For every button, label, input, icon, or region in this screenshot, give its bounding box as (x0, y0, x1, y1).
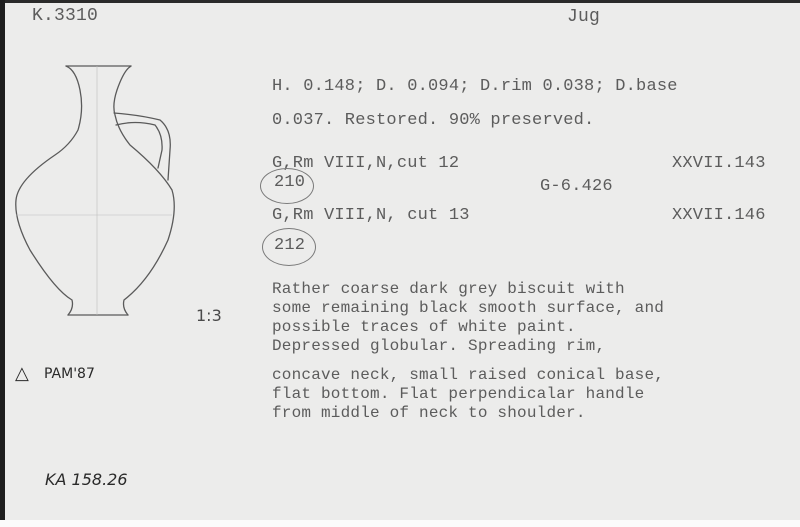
lot-circle-2 (262, 228, 316, 266)
scale-label: 1:3 (196, 306, 222, 325)
catalog-number: K.3310 (32, 6, 99, 26)
description-line: from middle of neck to shoulder. (272, 404, 586, 422)
object-type-title: Jug (567, 7, 601, 27)
drawer-signature: PAM'87 (44, 366, 95, 382)
context-location-2: G,Rm VIII,N, cut 13 (272, 206, 470, 225)
scan-bottom-margin (0, 520, 800, 527)
jug-drawing (0, 50, 200, 330)
dimensions-line-1: H. 0.148; D. 0.094; D.rim 0.038; D.base (272, 77, 678, 96)
context-notebook-2: XXVII.146 (672, 206, 766, 225)
description-line: Rather coarse dark grey biscuit with (272, 280, 625, 298)
description-line: concave neck, small raised conical base, (272, 366, 665, 384)
lot-circle-1 (260, 168, 314, 204)
description-line: Depressed globular. Spreading rim, (272, 337, 606, 355)
context-lot-2: 212 (274, 236, 306, 255)
context-lot-1: 210 (274, 173, 306, 192)
description-line: some remaining black smooth surface, and (272, 299, 665, 317)
description-line: possible traces of white paint. (272, 318, 576, 336)
drawer-triangle-icon: △ (15, 363, 29, 384)
description-line: flat bottom. Flat perpendicalar handle (272, 385, 645, 403)
context-notebook-1: XXVII.143 (672, 154, 766, 173)
context-location-1: G,Rm VIII,N,cut 12 (272, 154, 460, 173)
handwritten-reference: KA 158.26 (45, 470, 128, 489)
dimensions-line-2: 0.037. Restored. 90% preserved. (272, 111, 595, 130)
grid-reference: G-6.426 (540, 177, 613, 196)
